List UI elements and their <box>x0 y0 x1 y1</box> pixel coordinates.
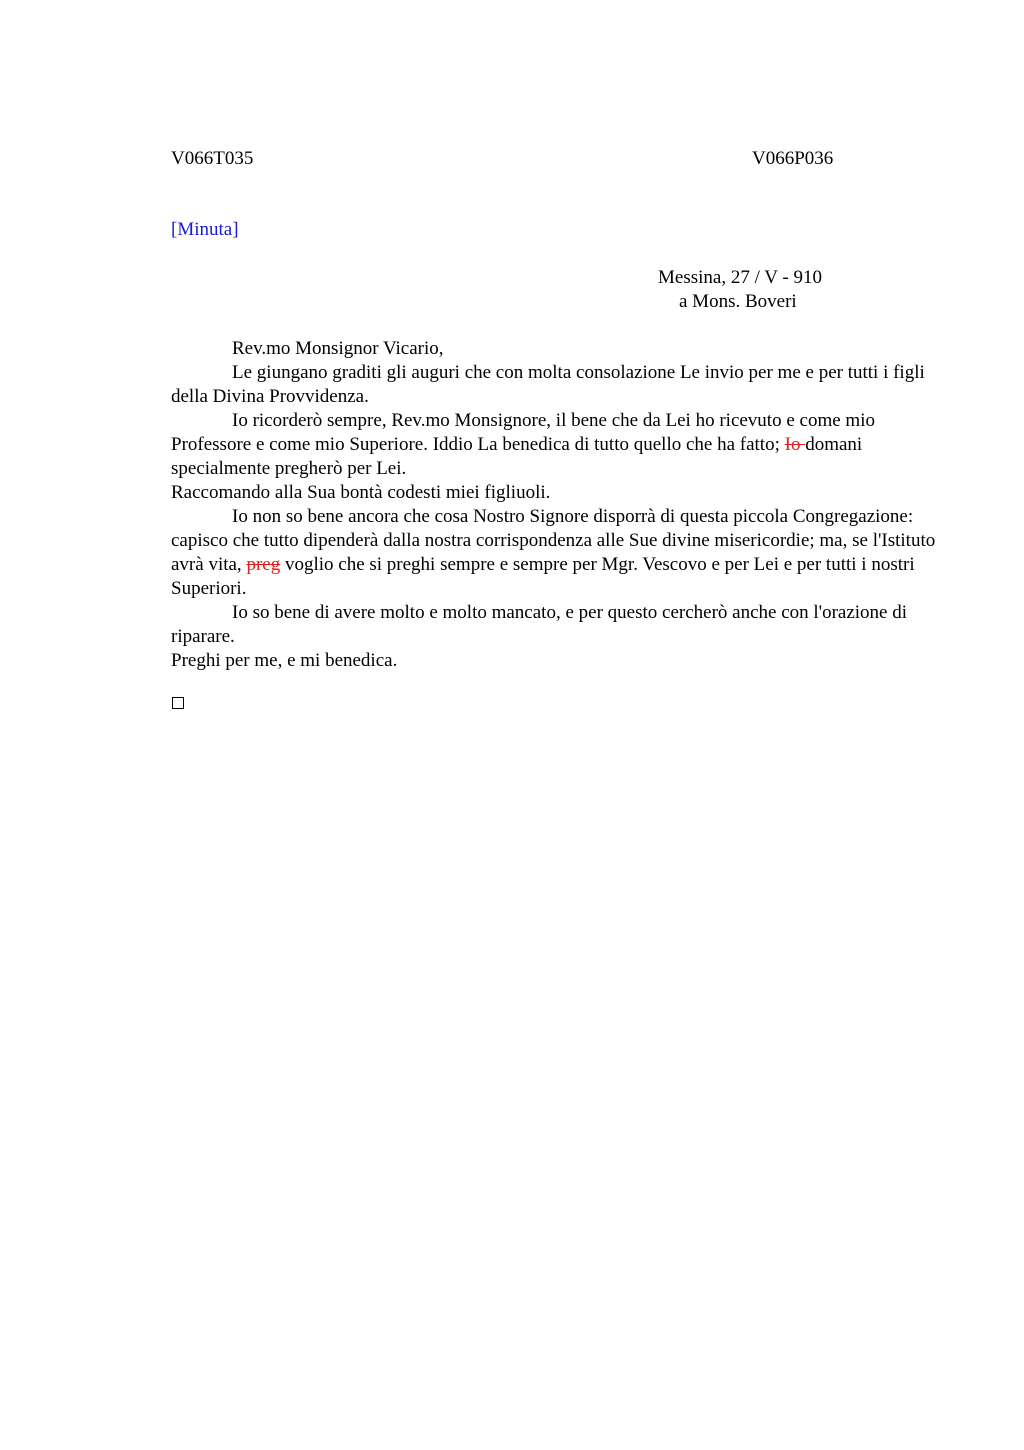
letter-body <box>171 337 941 673</box>
minuta-label: [Minuta] <box>171 219 239 240</box>
place-date: Messina, 27 / V - 910 <box>658 267 822 288</box>
paragraph-4-text-before: Io non so bene ancora che cosa Nostro Signore disporrà di questa piccola Congregazione: capisco che tutto dipenderà dalla nostra corrispondenza alle Sue divine misericordie; ma, se l'Istituto avrà vita, <box>171 506 936 575</box>
empty-square-icon <box>172 697 184 709</box>
recipient: a Mons. Boveri <box>679 291 797 312</box>
paragraph-5: Io so bene di avere molto e molto mancato, e per questo cercherò anche con l'orazione di riparare. <box>171 602 908 647</box>
paragraph-2-text-before: Io ricorderò sempre, Rev.mo Monsignore, il bene che da Lei ho ricevuto e come mio Professore e come mio Superiore. Iddio La benedica di tutto quello che ha fatto; <box>171 410 875 455</box>
deleted-word: Io <box>784 434 806 455</box>
paragraph-1: Le giungano graditi gli auguri che con molta consolazione Le invio per me e per tutti i figli della Divina Provvidenza. <box>171 362 925 407</box>
document-code-left: V066T035 <box>171 148 254 169</box>
paragraph-2-text-after: domani specialmente pregherò per Lei. <box>171 434 863 479</box>
document-code-right: V066P036 <box>752 148 834 169</box>
salutation: Rev.mo Monsignor Vicario, <box>232 338 444 359</box>
paragraph-4-text-after: voglio che si preghi sempre e sempre per Mgr. Vescovo e per Lei e per tutti i nostri Superiori. <box>171 554 915 599</box>
deleted-word: preg <box>246 554 281 575</box>
paragraph-4 <box>171 505 941 601</box>
paragraph-6: Preghi per me, e mi benedica. <box>171 650 398 671</box>
paragraph-2 <box>171 409 941 481</box>
paragraph-3: Raccomando alla Sua bontà codesti miei figliuoli. <box>171 482 551 503</box>
